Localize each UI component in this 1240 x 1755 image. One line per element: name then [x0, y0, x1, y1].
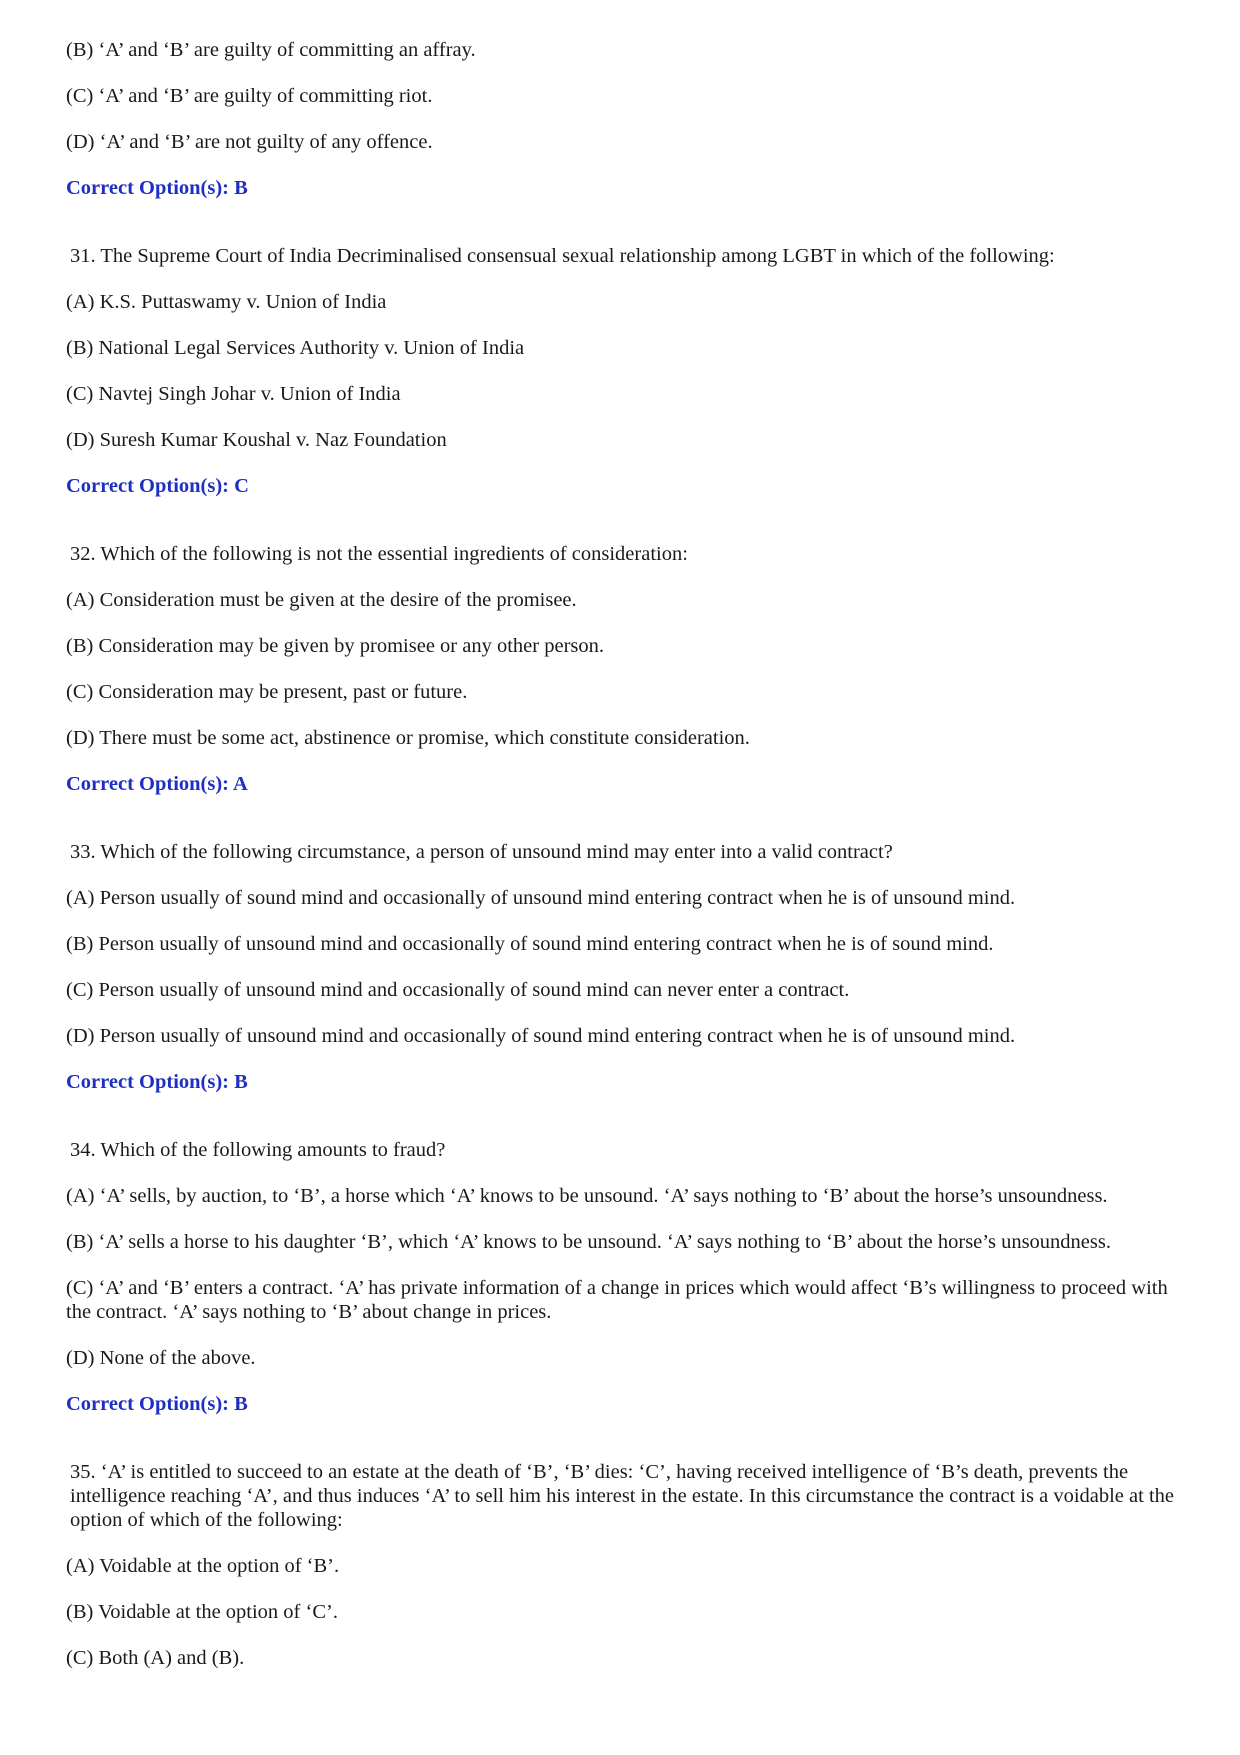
- question-31: [66, 244, 1176, 498]
- correct-option: Correct Option(s): C: [66, 475, 249, 497]
- question-35: [66, 1460, 1176, 1670]
- question-34: [66, 1138, 1176, 1416]
- correct-option: Correct Option(s): B: [66, 1071, 248, 1093]
- option-b: (B) Voidable at the option of ‘C’.: [66, 1601, 338, 1623]
- option-a: (A) Person usually of sound mind and occasionally of unsound mind entering contract when he is of unsound mind.: [66, 887, 1016, 909]
- option-d: (D) Person usually of unsound mind and occasionally of sound mind entering contract when he is of unsound mind.: [66, 1025, 1016, 1047]
- question-text: 32. Which of the following is not the essential ingredients of consideration:: [70, 543, 688, 565]
- correct-option: Correct Option(s): B: [66, 177, 248, 199]
- option-a: (A) K.S. Puttaswamy v. Union of India: [66, 291, 387, 313]
- question-33: [66, 840, 1176, 1094]
- question-text: 31. The Supreme Court of India Decriminalised consensual sexual relationship among LGBT in which of the following:: [70, 245, 1055, 267]
- option-c: (C) ‘A’ and ‘B’ enters a contract. ‘A’ has private information of a change in prices which would affect ‘B’s willingness to proceed with the contract. ‘A’ says nothing to ‘B’ about change in prices.: [66, 1277, 1173, 1323]
- correct-option: Correct Option(s): A: [66, 773, 248, 795]
- option-b: (B) Person usually of unsound mind and occasionally of sound mind entering contract when he is of sound mind.: [66, 933, 994, 955]
- option-a: (A) Consideration must be given at the desire of the promisee.: [66, 589, 577, 611]
- option-c: (C) ‘A’ and ‘B’ are guilty of committing riot.: [66, 85, 433, 107]
- option-b: (B) National Legal Services Authority v. Union of India: [66, 337, 525, 359]
- option-d: (D) ‘A’ and ‘B’ are not guilty of any offence.: [66, 131, 433, 153]
- question-32: [66, 542, 1176, 796]
- question-text: 35. ‘A’ is entitled to succeed to an estate at the death of ‘B’, ‘B’ dies: ‘C’, having received intelligence of ‘B’s death, prevents the intelligence reaching ‘A’, and thus induces ‘A’ to sell him his interest in the estate. In this circumstance the contract is a voidable at the option of which of the following:: [70, 1461, 1174, 1531]
- option-c: (C) Person usually of unsound mind and occasionally of sound mind can never enter a contract.: [66, 979, 850, 1001]
- option-c: (C) Consideration may be present, past or future.: [66, 681, 468, 703]
- document-page: [66, 38, 1176, 1692]
- question-30: [66, 38, 1176, 200]
- correct-option: Correct Option(s): B: [66, 1393, 248, 1415]
- option-b: (B) ‘A’ sells a horse to his daughter ‘B’, which ‘A’ knows to be unsound. ‘A’ says nothing to ‘B’ about the horse’s unsoundness.: [66, 1231, 1111, 1253]
- option-b: (B) ‘A’ and ‘B’ are guilty of committing an affray.: [66, 39, 476, 61]
- option-d: (D) None of the above.: [66, 1347, 256, 1369]
- question-text: 33. Which of the following circumstance, a person of unsound mind may enter into a valid contract?: [70, 841, 893, 863]
- option-c: (C) Navtej Singh Johar v. Union of India: [66, 383, 401, 405]
- option-d: (D) Suresh Kumar Koushal v. Naz Foundation: [66, 429, 447, 451]
- option-d: (D) There must be some act, abstinence or promise, which constitute consideration.: [66, 727, 750, 749]
- option-a: (A) Voidable at the option of ‘B’.: [66, 1555, 340, 1577]
- option-c: (C) Both (A) and (B).: [66, 1647, 245, 1669]
- question-text: 34. Which of the following amounts to fraud?: [70, 1139, 446, 1161]
- option-a: (A) ‘A’ sells, by auction, to ‘B’, a horse which ‘A’ knows to be unsound. ‘A’ says nothing to ‘B’ about the horse’s unsoundness.: [66, 1185, 1108, 1207]
- option-b: (B) Consideration may be given by promisee or any other person.: [66, 635, 604, 657]
